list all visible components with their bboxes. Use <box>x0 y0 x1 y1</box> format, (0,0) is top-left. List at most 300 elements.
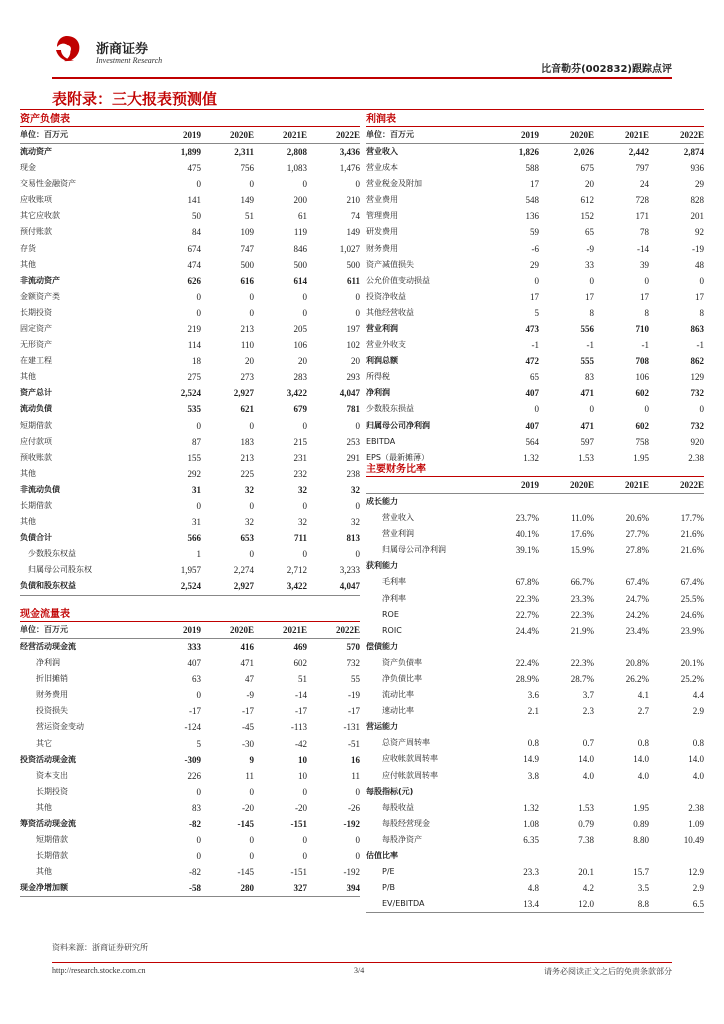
footer-link[interactable]: http://research.stocke.com.cn <box>52 966 146 975</box>
row-label: ROE <box>382 609 399 619</box>
cell-value: 4.0 <box>692 770 704 781</box>
cell-value: 51 <box>245 211 254 222</box>
column-header: 2022E <box>649 127 704 144</box>
cell-value: 0 <box>196 835 201 846</box>
table-row <box>366 321 704 337</box>
cell-value: 27.7% <box>625 529 649 540</box>
cell-value: 327 <box>293 883 307 894</box>
cell-value: 106 <box>635 372 649 383</box>
cell-value: 602 <box>635 388 649 399</box>
table-row <box>366 369 704 385</box>
cell-value: 12.9 <box>688 867 704 878</box>
row-label: 营业成本 <box>366 163 398 173</box>
row-label: 非流动资产 <box>20 275 60 285</box>
table-row <box>366 224 704 240</box>
cell-value: -17 <box>242 706 254 717</box>
cell-value: 3,422 <box>286 581 307 592</box>
cell-value: 20 <box>298 356 307 367</box>
table-row <box>20 434 360 450</box>
table-row <box>20 224 360 240</box>
table-bottom-rule <box>366 912 704 913</box>
row-label: 资产总计 <box>20 388 52 398</box>
row-label: 负债和股东权益 <box>20 581 76 591</box>
cell-value: 8 <box>644 307 649 318</box>
cell-value: 10.49 <box>683 834 704 845</box>
cell-value: 155 <box>187 452 201 463</box>
cell-value: 0 <box>589 275 594 286</box>
row-label: ROIC <box>382 625 402 635</box>
row-label: 其他经营收益 <box>366 307 414 317</box>
cell-value <box>594 784 649 800</box>
cell-value: 602 <box>635 420 649 431</box>
table-row <box>366 542 704 558</box>
cell-value: 136 <box>525 211 539 222</box>
cell-value: 1,476 <box>339 163 360 174</box>
cell-value: 862 <box>690 356 704 367</box>
cell-value: 3,436 <box>339 147 360 157</box>
cell-value: 588 <box>525 163 539 174</box>
cell-value: 728 <box>635 195 649 206</box>
table-row <box>20 671 360 687</box>
table-row <box>366 880 704 896</box>
cell-value: 215 <box>293 436 307 447</box>
cell-value: 65 <box>585 227 594 238</box>
cell-value: 597 <box>580 436 594 447</box>
row-label: 毛利率 <box>382 577 406 587</box>
cell-value: 275 <box>187 372 201 383</box>
cell-value: -45 <box>242 722 254 733</box>
cell-value: 5 <box>196 738 201 749</box>
row-label: 筹资活动现金流 <box>20 818 76 828</box>
row-label: 投资净收益 <box>366 291 406 301</box>
cell-value: 23.3% <box>570 593 594 604</box>
row-label: 经营活动现金流 <box>20 642 76 651</box>
cell-value: 32 <box>298 517 307 528</box>
row-label: 应收帐款周转率 <box>382 754 438 764</box>
cell-value: 2,927 <box>233 388 254 399</box>
cell-value: 21.9% <box>570 625 594 636</box>
table-row <box>366 418 704 434</box>
logo-text-cn: 浙商证券 <box>96 42 149 57</box>
ratios-title: 主要财务比率 <box>366 462 704 477</box>
row-label: 存货 <box>20 243 36 253</box>
cell-value: 471 <box>580 388 594 399</box>
cell-value: 149 <box>346 227 360 238</box>
cell-value: 32 <box>245 484 254 495</box>
cell-value: 11.0% <box>571 513 594 524</box>
cell-value: 612 <box>580 195 594 206</box>
cell-value: 20.8% <box>625 657 649 668</box>
cell-value: 40.1% <box>515 529 539 540</box>
row-label: 净利率 <box>382 593 406 603</box>
cell-value: 17 <box>640 291 649 302</box>
cell-value: 828 <box>690 195 704 206</box>
column-header: 2019 <box>484 127 539 144</box>
cell-value: 152 <box>580 211 594 222</box>
cell-value: 292 <box>187 468 201 479</box>
cell-value: 0 <box>699 275 704 286</box>
cell-value: 20 <box>351 356 360 367</box>
cell-value: 31 <box>192 484 201 495</box>
cell-value: 25.2% <box>680 673 704 684</box>
cell-value: -19 <box>348 690 360 701</box>
table-header-row <box>366 477 704 494</box>
cell-value: 24.7% <box>625 593 649 604</box>
row-label: 短期借款 <box>20 420 52 430</box>
cell-value: 225 <box>240 468 254 479</box>
cell-value: 473 <box>525 323 539 334</box>
cell-value <box>594 639 649 655</box>
cell-value: 0 <box>249 851 254 862</box>
row-label: 净利润 <box>366 388 390 398</box>
cell-value <box>649 719 704 735</box>
cell-value: 0 <box>355 291 360 302</box>
cell-value: 0 <box>249 835 254 846</box>
cell-value: 863 <box>690 323 704 334</box>
cell-value: -42 <box>295 738 307 749</box>
cell-value: 407 <box>525 420 539 431</box>
cell-value: 63 <box>192 674 201 685</box>
row-label: 财务费用 <box>366 243 398 253</box>
cell-value: 0 <box>302 501 307 512</box>
cell-value: 732 <box>346 658 360 669</box>
cell-value: 0 <box>196 851 201 862</box>
cell-value <box>594 558 649 574</box>
table-row <box>20 864 360 880</box>
row-label: 营业利润 <box>366 323 398 333</box>
cell-value <box>649 639 704 655</box>
cell-value: 0 <box>249 501 254 512</box>
column-header: 2019 <box>148 127 201 144</box>
table-row <box>366 192 704 208</box>
cell-value: 129 <box>690 372 704 383</box>
cell-value: 0 <box>196 501 201 512</box>
table-row <box>20 176 360 192</box>
footer-divider <box>52 962 672 963</box>
cell-value: 3,233 <box>339 565 360 576</box>
row-label: 流动比率 <box>382 690 414 700</box>
cell-value: 708 <box>635 356 649 367</box>
cell-value: 333 <box>187 642 201 652</box>
cashflow-panel <box>20 607 360 897</box>
table-row <box>366 816 704 832</box>
disclaimer-note: 请务必阅读正文之后的免责条款部分 <box>544 967 672 976</box>
table-row <box>366 639 704 655</box>
cell-value: 0 <box>249 179 254 190</box>
cell-value <box>594 848 649 864</box>
table-row <box>366 574 704 590</box>
cell-value: -17 <box>295 706 307 717</box>
balance-sheet-title: 资产负债表 <box>20 112 360 127</box>
cell-value: 22.3% <box>570 657 594 668</box>
cell-value: 2,026 <box>573 147 594 157</box>
cell-value: -82 <box>189 818 201 829</box>
cell-value: 614 <box>293 275 307 286</box>
table-row <box>366 800 704 816</box>
table-row <box>366 687 704 703</box>
cashflow-table <box>20 622 360 896</box>
table-row <box>20 257 360 273</box>
table-row <box>20 546 360 562</box>
cell-value: 474 <box>187 259 201 270</box>
cell-value: 2,927 <box>233 581 254 592</box>
cell-value: -1 <box>696 340 704 351</box>
cell-value: 7.38 <box>578 834 594 845</box>
cell-value: 3.6 <box>527 690 539 701</box>
table-row <box>20 719 360 735</box>
logo-mark-icon <box>52 34 82 64</box>
cell-value: 797 <box>635 163 649 174</box>
cell-value: 500 <box>346 259 360 270</box>
row-label: 资本支出 <box>36 770 68 780</box>
table-row <box>20 401 360 417</box>
table-row <box>20 369 360 385</box>
cell-value: 1,826 <box>518 147 539 157</box>
table-row <box>366 434 704 450</box>
income-statement-panel <box>366 112 704 466</box>
row-label: 估值比率 <box>366 851 398 861</box>
cell-value: 0 <box>355 835 360 846</box>
cell-value: 20 <box>585 179 594 190</box>
row-label: 应付帐款周转率 <box>382 770 438 780</box>
cell-value: 110 <box>240 340 254 351</box>
cell-value: -1 <box>531 340 539 351</box>
table-row <box>366 607 704 623</box>
cell-value: -131 <box>343 722 360 733</box>
cell-value: 20 <box>245 356 254 367</box>
cell-value: 500 <box>293 259 307 270</box>
cell-value: 83 <box>585 372 594 383</box>
table-row <box>20 816 360 832</box>
row-label: 流动负债 <box>20 404 52 414</box>
cell-value: 23.9% <box>680 625 704 636</box>
cell-value: 0 <box>249 549 254 560</box>
cell-value: 500 <box>240 259 254 270</box>
cell-value: 2.3 <box>582 706 594 717</box>
appendix-divider <box>20 109 704 110</box>
cell-value: 407 <box>525 388 539 399</box>
cell-value: 48 <box>695 259 704 270</box>
cell-value: 756 <box>240 163 254 174</box>
cell-value: -145 <box>237 818 254 829</box>
cell-value: 22.7% <box>515 609 539 620</box>
cell-value: 20.6% <box>625 513 649 524</box>
table-row <box>366 719 704 735</box>
cell-value <box>484 719 539 735</box>
cell-value: 3.5 <box>637 883 649 894</box>
row-label: 投资损失 <box>36 706 68 716</box>
table-row <box>366 353 704 369</box>
cell-value: -19 <box>692 243 704 254</box>
cell-value: 22.3% <box>570 609 594 620</box>
cell-value: 1.09 <box>688 818 704 829</box>
row-label: 在建工程 <box>20 356 52 366</box>
table-row <box>20 466 360 482</box>
cell-value: 4.8 <box>527 883 539 894</box>
cell-value: 0 <box>302 307 307 318</box>
row-label: EPS（最新摊薄） <box>366 452 429 462</box>
column-header: 2019 <box>148 622 201 639</box>
cell-value <box>539 558 594 574</box>
cell-value: 0 <box>249 291 254 302</box>
cell-value <box>539 639 594 655</box>
table-row <box>20 639 360 656</box>
row-label: 长期借款 <box>36 851 68 861</box>
table-row <box>366 257 704 273</box>
row-label: P/B <box>382 883 396 893</box>
row-label: 成长能力 <box>366 497 398 506</box>
cell-value: 17 <box>585 291 594 302</box>
row-label: 偿债能力 <box>366 641 398 651</box>
cell-value: 8.8 <box>637 899 649 910</box>
cell-value: 226 <box>187 770 201 781</box>
cell-value: 5 <box>534 307 539 318</box>
row-label: 非流动负债 <box>20 484 60 494</box>
cell-value: 2,524 <box>180 581 201 592</box>
cell-value: 29 <box>695 179 704 190</box>
table-row <box>20 578 360 594</box>
cell-value: 210 <box>346 195 360 206</box>
table-bottom-rule <box>20 896 360 897</box>
cell-value <box>484 494 539 511</box>
logo-text-en: Investment Research <box>96 56 163 65</box>
table-row <box>20 337 360 353</box>
cell-value: 29 <box>530 259 539 270</box>
cell-value: 616 <box>240 275 254 286</box>
cell-value: 0 <box>355 307 360 318</box>
cell-value: 2,808 <box>286 147 307 157</box>
cell-value: -30 <box>242 738 254 749</box>
row-label: 长期投资 <box>36 786 68 796</box>
cell-value: -192 <box>343 818 360 829</box>
unit-label: 单位：百万元 <box>366 127 484 144</box>
table-row <box>20 848 360 864</box>
cell-value: 570 <box>346 642 360 652</box>
cell-value: -58 <box>189 883 201 894</box>
cell-value: 653 <box>240 533 254 544</box>
cell-value: 548 <box>525 195 539 206</box>
cell-value: 9 <box>249 754 254 765</box>
table-row <box>20 735 360 751</box>
cell-value: 21.6% <box>680 529 704 540</box>
cell-value: 0 <box>355 549 360 560</box>
cell-value: 61 <box>298 211 307 222</box>
cell-value: 2.9 <box>692 706 704 717</box>
cell-value: 0 <box>644 404 649 415</box>
row-label: 公允价值变动损益 <box>366 275 430 285</box>
cell-value: 171 <box>635 211 649 222</box>
cell-value: 0 <box>644 275 649 286</box>
cell-value: 114 <box>187 340 201 351</box>
column-header: 2021E <box>254 127 307 144</box>
row-label: 速动比率 <box>382 706 414 716</box>
cell-value: 59 <box>530 227 539 238</box>
cell-value: 84 <box>192 227 201 238</box>
cell-value: 2,274 <box>233 565 254 576</box>
cell-value: 232 <box>293 468 307 479</box>
cell-value: 0 <box>302 549 307 560</box>
cell-value: 1,027 <box>339 243 360 254</box>
cell-value: 197 <box>346 323 360 334</box>
table-row <box>366 526 704 542</box>
cell-value: 273 <box>240 372 254 383</box>
cell-value: -17 <box>189 706 201 717</box>
cell-value: 0 <box>196 690 201 701</box>
cell-value: 32 <box>351 484 360 495</box>
cell-value: 8 <box>699 307 704 318</box>
table-row <box>20 418 360 434</box>
page-header <box>52 34 672 78</box>
cell-value: 2.9 <box>692 883 704 894</box>
cell-value: 0 <box>302 179 307 190</box>
cell-value: 23.3 <box>523 867 539 878</box>
row-label: 长期借款 <box>20 501 52 511</box>
cell-value: 17 <box>530 291 539 302</box>
cell-value: 711 <box>293 533 307 544</box>
table-row <box>366 240 704 256</box>
unit-label: 单位：百万元 <box>20 127 148 144</box>
row-label: 其他 <box>20 517 36 527</box>
cell-value: 621 <box>240 404 254 415</box>
row-label: 其它应收款 <box>20 211 60 221</box>
column-header: 2021E <box>254 622 307 639</box>
cell-value: 0 <box>302 835 307 846</box>
cell-value: 39 <box>640 259 649 270</box>
cell-value: 556 <box>580 323 594 334</box>
cell-value: 1.08 <box>523 818 539 829</box>
table-row <box>366 735 704 751</box>
cell-value: 87 <box>192 436 201 447</box>
cell-value: 4.0 <box>637 770 649 781</box>
table-row <box>20 687 360 703</box>
cell-value: 20.1 <box>578 867 594 878</box>
cell-value: -14 <box>637 243 649 254</box>
cell-value: 475 <box>187 163 201 174</box>
table-row <box>20 208 360 224</box>
table-row <box>20 160 360 176</box>
cell-value: 1.32 <box>523 802 539 813</box>
header-divider <box>52 77 672 79</box>
cell-value: 626 <box>187 275 201 286</box>
cell-value: 0 <box>355 179 360 190</box>
cell-value: 13.4 <box>523 899 539 910</box>
cell-value <box>649 848 704 864</box>
cell-value: 24.2% <box>625 609 649 620</box>
cell-value: 293 <box>346 372 360 383</box>
cell-value: 24.6% <box>680 609 704 620</box>
row-label: 每股经营现金 <box>382 818 430 828</box>
table-row <box>366 305 704 321</box>
row-label: 营业收入 <box>366 147 398 156</box>
cell-value: 781 <box>346 404 360 415</box>
table-row <box>366 385 704 401</box>
row-label: 每股指标(元) <box>366 786 414 796</box>
cell-value: 566 <box>187 533 201 544</box>
income-statement-title: 利润表 <box>366 112 704 127</box>
row-label: 其他 <box>20 468 36 478</box>
row-label: 所得税 <box>366 372 390 382</box>
column-header: 2022E <box>307 622 360 639</box>
row-label: 固定资产 <box>20 323 52 333</box>
cell-value: 679 <box>293 404 307 415</box>
table-row <box>20 784 360 800</box>
table-header-row <box>20 127 360 144</box>
cell-value: 14.0 <box>633 754 649 765</box>
cell-value: 17 <box>695 291 704 302</box>
cell-value: 17 <box>530 179 539 190</box>
cell-value: 24 <box>640 179 649 190</box>
cell-value: 0.8 <box>527 738 539 749</box>
